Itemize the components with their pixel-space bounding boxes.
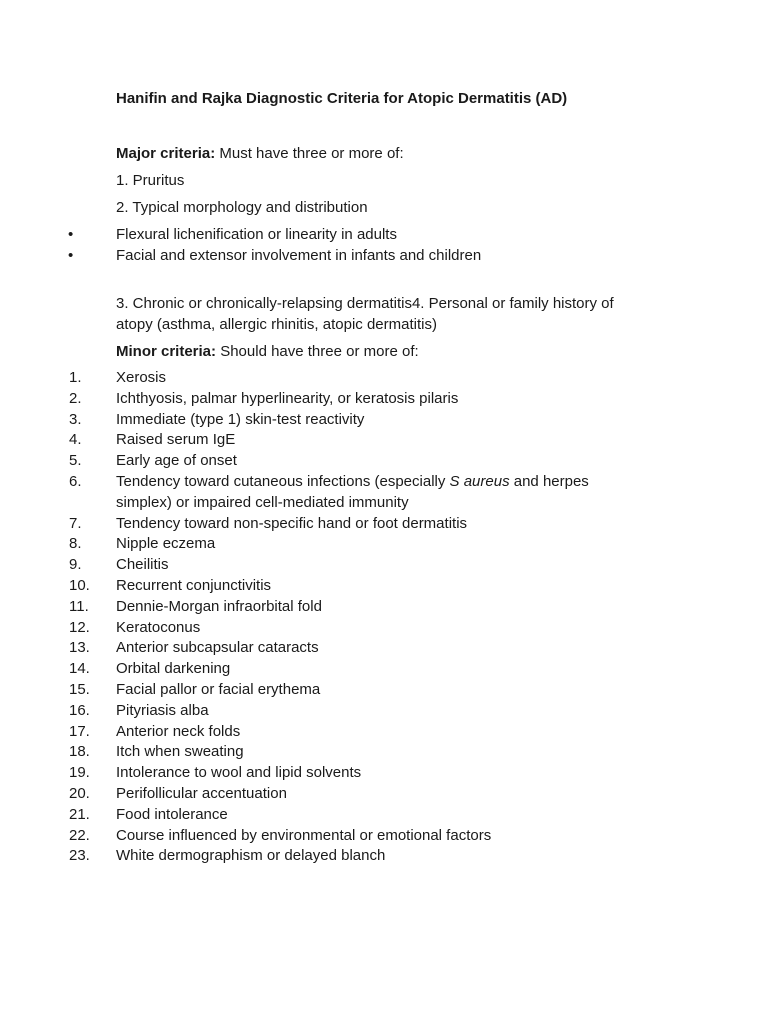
list-item [0,410,768,431]
list-item-text: Food intolerance [116,805,228,823]
list-item-number: 5. [69,452,82,470]
list-item-text: Pityriasis alba [116,701,209,719]
list-item [0,680,768,701]
major-item-pruritus: 1. Pruritus [116,172,185,189]
list-item [0,701,768,722]
list-item [0,722,768,743]
list-item-text: Ichthyosis, palmar hyperlinearity, or keratosis pilaris [116,389,459,407]
list-item-number: 18. [69,743,90,761]
list-item-text: Anterior neck folds [116,722,241,740]
list-item-number: 14. [69,660,90,678]
list-item [0,514,768,535]
list-item-number: 4. [69,431,82,449]
list-item-text: Anterior subcapsular cataracts [116,639,319,657]
list-item [0,638,768,659]
major-item-morphology: 2. Typical morphology and distribution [116,199,368,216]
list-item-text [116,472,616,514]
list-item-text: White dermographism or delayed blanch [116,847,386,865]
list-item-number: 9. [69,556,82,574]
major-criteria-intro: Must have three or more of: [215,145,404,162]
list-item [0,846,768,867]
major-item-chronic-history: 3. Chronic or chronically-relapsing dermatitis4. Personal or family history of atopy (asthma, allergic rhinitis, atopic dermatitis) [116,295,614,333]
list-item-number: 13. [69,639,90,657]
list-item [0,826,768,847]
list-item-number: 21. [69,805,90,823]
list-item-text: Raised serum IgE [116,431,236,449]
list-item-text: Keratoconus [116,618,201,636]
list-item-text: Perifollicular accentuation [116,784,287,802]
list-item-text-part: Tendency toward cutaneous infections (especially [116,472,450,490]
list-item-text: Early age of onset [116,452,237,470]
list-item [0,389,768,410]
list-item-number: 10. [69,576,90,594]
list-item-text: Recurrent conjunctivitis [116,576,272,594]
list-item-number: 7. [69,514,82,532]
list-item-number: 3. [69,410,82,428]
list-item-number: 12. [69,618,90,636]
major-criteria-label: Major criteria: [116,145,216,162]
list-item [0,472,768,514]
list-item-number: 15. [69,680,90,698]
minor-criteria-label: Minor criteria: [116,343,217,360]
list-item-text: Course influenced by environmental or emotional factors [116,826,492,844]
list-item [0,555,768,576]
list-item-number: 1. [69,369,82,386]
list-item-text: Facial pallor or facial erythema [116,680,321,698]
list-item-text-italic: S aureus [449,472,510,490]
minor-criteria-intro: Should have three or more of: [216,343,419,360]
list-item [0,534,768,555]
list-item [0,618,768,639]
list-item-number: 11. [69,597,89,615]
list-item [0,430,768,451]
list-item-text: Dennie-Morgan infraorbital fold [116,597,322,615]
document-title: Hanifin and Rajka Diagnostic Criteria for Atopic Dermatitis (AD) [116,90,568,107]
list-item [0,742,768,763]
list-item [0,659,768,680]
list-item [0,597,768,618]
bullet-marker: • [68,247,74,264]
list-item-number: 16. [69,701,90,719]
list-item-text: Tendency toward non-specific hand or foot dermatitis [116,514,468,532]
list-item-text: Xerosis [116,369,167,386]
list-item-number: 22. [69,826,90,844]
list-item-text: Cheilitis [116,556,169,574]
list-item-number: 20. [69,784,90,802]
bullet-item: Facial and extensor involvement in infants and children [116,247,482,264]
list-item [0,784,768,805]
list-item-text: Intolerance to wool and lipid solvents [116,764,362,782]
bullet-marker: • [68,226,74,243]
list-item-number: 19. [69,764,90,782]
list-item [0,451,768,472]
list-item [0,368,768,389]
list-item [0,763,768,784]
list-item-text: Itch when sweating [116,743,244,761]
bullet-item: Flexural lichenification or linearity in adults [116,226,397,243]
list-item-number: 6. [69,472,82,490]
list-item-text: Immediate (type 1) skin-test reactivity [116,410,365,428]
list-item [0,805,768,826]
minor-criteria-heading [116,341,419,362]
list-item-text: Nipple eczema [116,535,216,553]
list-item [0,576,768,597]
list-item-text: Orbital darkening [116,660,231,678]
list-item-number: 17. [69,722,90,740]
major-criteria-heading [116,143,404,164]
list-item-number: 8. [69,535,82,553]
list-item-number: 2. [69,389,82,407]
minor-criteria-list [0,368,768,867]
list-item-number: 23. [69,847,90,865]
list-item-text-part: and herpes simplex) or impaired cell-mediated immunity [116,472,589,511]
